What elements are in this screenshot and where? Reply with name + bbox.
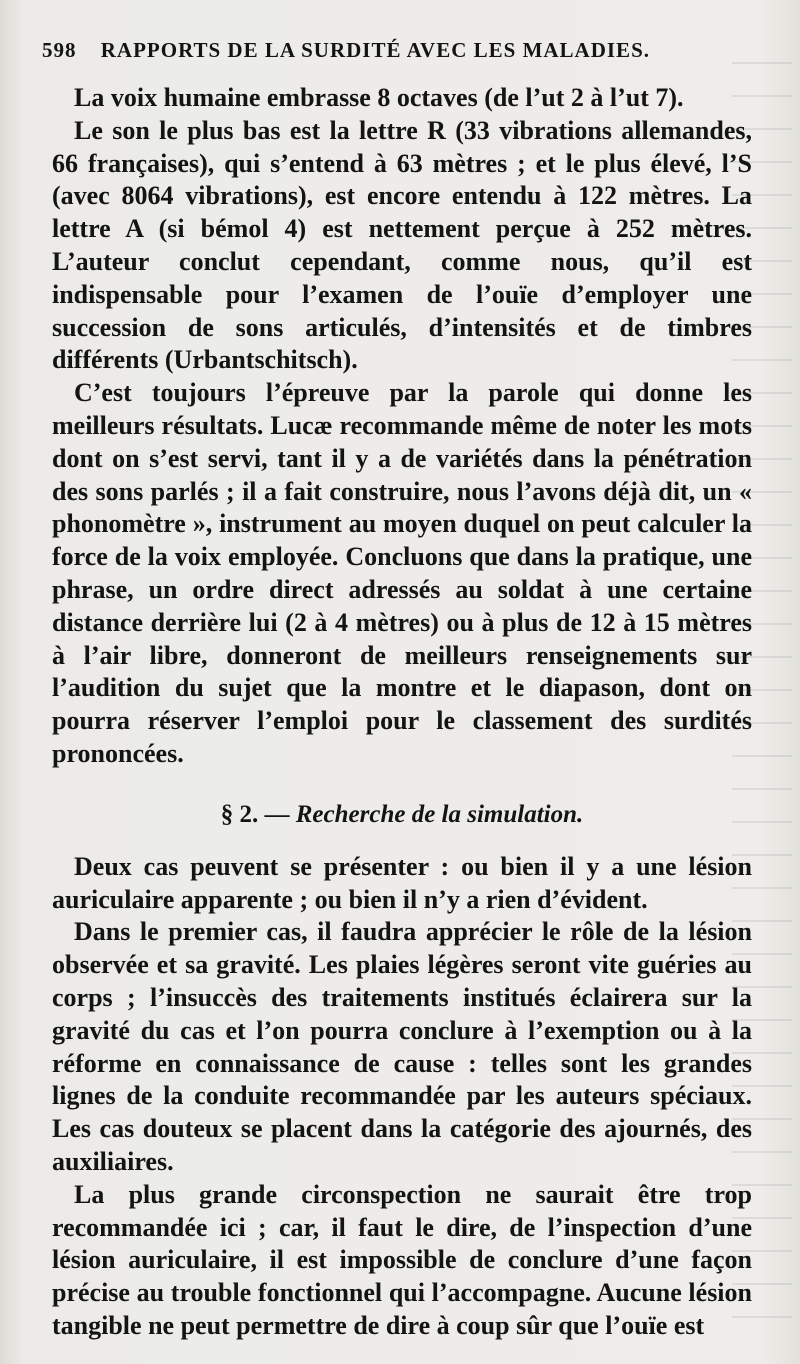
running-title: RAPPORTS DE LA SURDITÉ AVEC LES MALADIES. [100,38,650,62]
section-title: Recherche de la simulation. [295,800,584,828]
paragraph-voice-octaves: La voix humaine embrasse 8 octaves (de l’ut 2 à l’ut 7). [74,83,684,112]
paragraph-two-cases: Deux cas peuvent se présenter : ou bien il y a une lésion auriculaire apparente ; ou bien il n’y a rien d’évident. [52,851,752,914]
body-text [52,82,752,1343]
paragraph-lowest-sound: Le son le plus bas est la lettre R (33 vibrations allemandes, 66 françaises), qui s’entend à 63 mètres ; et le plus élevé, l’S (avec 8064 vibrations), est encore entendu à 122 mètres. La lettre A (si bémol 4) est nettement perçue à 252 mètres. L’auteur conclut cependant, comme nous, qu’il est indispensable pour l’examen de l’ouïe d’employer une succession de sons articulés, d’intensités et de timbres différents (Urbantschitsch). [52,115,752,375]
page-number: 598 [42,38,77,62]
paragraph-first-case: Dans le premier cas, il faudra apprécier le rôle de la lésion observée et sa gravité. Les plaies légères seront vite guéries au corps ; l’insuccès des traitements institués éclairera sur la gravité du cas et l’on pourra conclure à l’exemption ou à la réforme en connaissance de cause : telles sont les grandes lignes de la conduite recommandée par les auteurs spéciaux. Les cas douteux se placent dans la catégorie des ajournés, des auxiliaires. [52,917,752,1176]
paragraph-circumspection: La plus grande circonspection ne saurait être trop recommandée ici ; car, il faut le dire, de l’inspection d’une lésion auriculaire, il est impossible de conclure d’une façon précise au trouble fonctionnel qui l’accompagne. Aucune lésion tangible ne peut permettre de dire à coup sûr que l’ouïe est [52,1179,752,1340]
paragraph-speech-test: C’est toujours l’épreuve par la parole qui donne les meilleurs résultats. Lucæ recommande même de noter les mots dont on s’est servi, tant il y a de variétés dans la pénétration des sons parlés ; il a fait construire, nous l’avons déjà dit, un « phonomètre », instrument au moyen duquel on peut calculer la force de la voix employée. Concluons que dans la pratique, une phrase, un ordre direct adressés au soldat à une certaine distance derrière lui (2 à 4 mètres) ou à plus de 12 à 15 mètres à l’air libre, donneront de meilleurs renseignements sur l’audition du sujet que la montre et le diapason, dont on pourra réserver l’emploi pour le classement des surdités prononcées. [52,378,752,768]
section-heading [52,799,752,831]
running-header [42,38,762,72]
section-number: § 2. — [220,800,290,828]
